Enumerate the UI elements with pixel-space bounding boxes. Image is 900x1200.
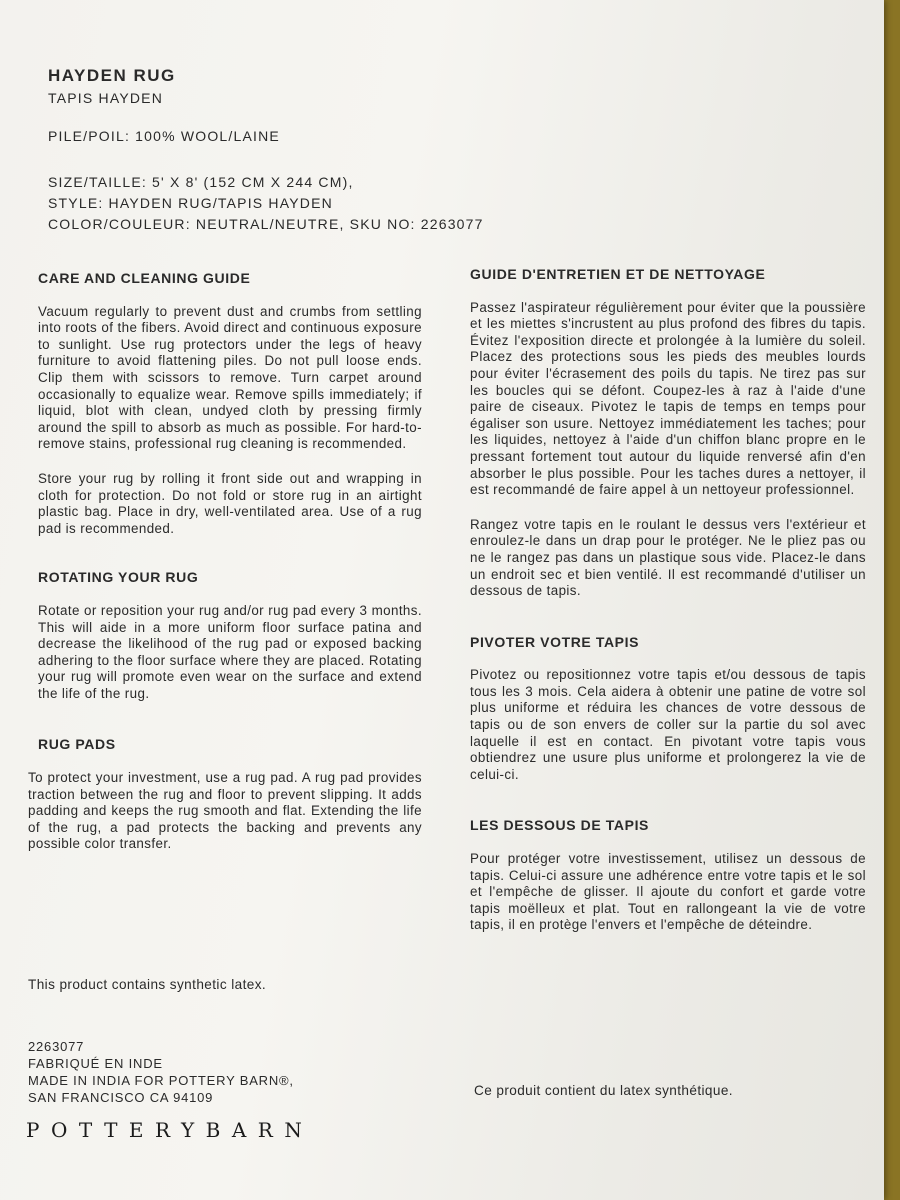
- made-in-fr: FABRIQUÉ EN INDE: [28, 1056, 163, 1071]
- english-column: [28, 270, 422, 853]
- color-sku-spec: COLOR/COULEUR: NEUTRAL/NEUTRE, SKU NO: 2263077: [48, 216, 484, 232]
- pads-paragraph-en: To protect your investment, use a rug pad. A rug pad provides traction between the rug and floor to prevent slipping. It adds padding and keeps the rug smooth and flat. Extending the life of the rug, a pad protects the backing and prevents any possible color transfer.: [28, 770, 422, 852]
- care-paragraph-en: Vacuum regularly to prevent dust and crumbs from settling into roots of the fibers. Avoid direct and continuous exposure to sunlight. Use rug protectors under the legs of heavy furniture to avoid flattening piles. Do not pull loose ends. Clip them with scissors to remove. Turn carpet around occasionally to equalize wear. Remove spills immediately; if liquid, blot with clean, undyed cloth by pressing firmly around the spill to absorb as much as possible. For hard-to-remove stains, professional rug cleaning is recommended.: [38, 303, 422, 452]
- style-spec: STYLE: HAYDEN RUG/TAPIS HAYDEN: [48, 195, 333, 211]
- storage-paragraph-fr: Rangez votre tapis en le roulant le dessus vers l'extérieur et enroulez-le dans un drap pour le protéger. Ne le pliez pas ou ne le rangez pas dans un plastique sous vide. Placez-le dans un endroit sec et bien ventilé. Il est recommandé d'utiliser un dessous de tapis.: [470, 516, 866, 599]
- pads-paragraph-fr: Pour protéger votre investissement, utilisez un dessous de tapis. Celui-ci assure une adhérence entre votre tapis et le sol et l'empêche de glisser. Il ajoute du confort et garde votre tapis moëlleux et plat. Tout en rallongeant la vie de votre tapis, il en protège l'envers et l'empêche de déteindre.: [470, 851, 866, 933]
- manufacturer-info: [28, 1038, 294, 1106]
- label-header: [48, 66, 484, 235]
- rotating-paragraph-fr: Pivotez ou repositionnez votre tapis et/ou dessous de tapis tous les 3 mois. Cela aidera à obtenir une patine de votre sol plus uniforme et réduira les chances de votre dessous de tapis ou de son envers de coller sur la partie du sol avec laquelle il est en contact. En pivotant votre tapis vous obtiendrez une usure plus uniforme et prolongerez la vie de celui-ci.: [470, 667, 866, 782]
- pile-material: PILE/POIL: 100% WOOL/LAINE: [48, 128, 280, 144]
- latex-notice-fr: Ce produit contient du latex synthétique.: [474, 1083, 733, 1098]
- pads-heading-en: RUG PADS: [38, 736, 116, 753]
- care-paragraph-fr: Passez l'aspirateur régulièrement pour éviter que la poussière et les miettes s'incrustent au plus profond des fibres du tapis. Évitez l'exposition directe et prolongée à la lumière du soleil. Placez des protections sous les pieds des meubles lourds pour éviter l'écrasement des poils du tapis. Ne tirez pas sur les boucles qui se défont. Coupez-les à raz à l'aide d'une paire de ciseaux. Pivotez le tapis de temps en temps pour égaliser son usure. Nettoyez immédiatement les taches; pour les liquides, nettoyez à l'aide d'un chiffon blanc propre en le pressant fortement tout autour du liquide renversé afin d'en absorber le plus possible. Pour les taches dures a nettoyer, il est recommandé de faire appel à un nettoyeur professionnel.: [470, 299, 866, 498]
- rotating-heading-en: ROTATING YOUR RUG: [38, 569, 199, 586]
- pottery-barn-logo: POTTERYBARN: [26, 1118, 314, 1142]
- care-heading-en: CARE AND CLEANING GUIDE: [38, 270, 251, 286]
- size-spec: SIZE/TAILLE: 5' X 8' (152 CM X 244 CM),: [48, 174, 354, 190]
- pads-heading-fr: LES DESSOUS DE TAPIS: [470, 817, 649, 834]
- address: SAN FRANCISCO CA 94109: [28, 1090, 214, 1105]
- storage-paragraph-en: Store your rug by rolling it front side out and wrapping in cloth for protection. Do not fold or store rug in an airtight plastic bag. Place in dry, well-ventilated area. Use of a rug pad is recommended.: [38, 470, 422, 536]
- product-title: HAYDEN RUG: [48, 66, 176, 85]
- french-column: [470, 266, 866, 934]
- latex-notice-en: This product contains synthetic latex.: [28, 977, 267, 992]
- product-subtitle: TAPIS HAYDEN: [48, 90, 164, 106]
- footer-sku: 2263077: [28, 1039, 85, 1054]
- rotating-paragraph-en: Rotate or reposition your rug and/or rug pad every 3 months. This will aide in a more uniform floor surface patina and decrease the likelihood of the rug pad or exposed backing adhering to the floor surface where they are placed. Rotating your rug will promote even wear on the surface and extend the life of the rug.: [38, 602, 422, 701]
- care-heading-fr: GUIDE D'ENTRETIEN ET DE NETTOYAGE: [470, 266, 766, 282]
- made-in-en: MADE IN INDIA FOR POTTERY BARN®,: [28, 1073, 294, 1088]
- rotating-heading-fr: PIVOTER VOTRE TAPIS: [470, 633, 640, 650]
- product-specs: [48, 172, 484, 235]
